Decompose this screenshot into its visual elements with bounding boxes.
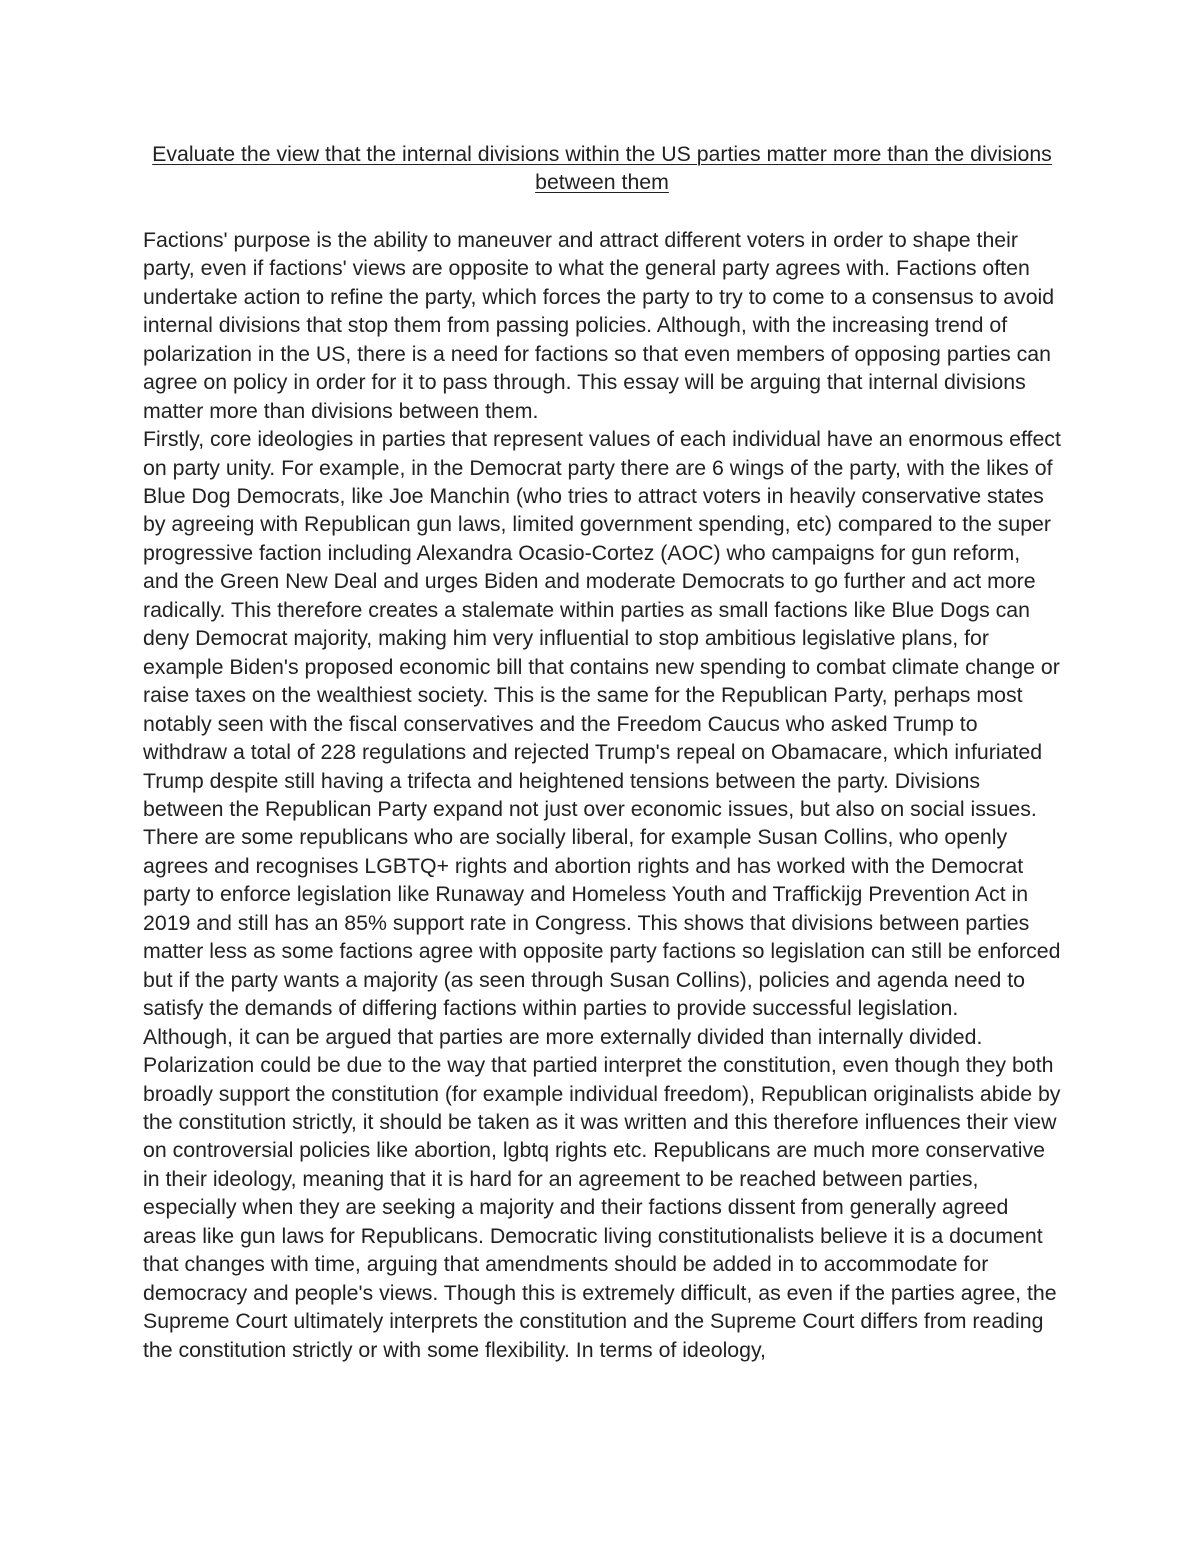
paragraph-external-divisions: Although, it can be argued that parties are more externally divided than internally divided. Polarization could be due to the way that partied interpret the constitution, even though they both broadly support the constitution (for example individual freedom), Republican originalists abide by the constitution strictly, it should be taken as it was written and this therefore influences their view on controversial policies like abortion, lgbtq rights etc. Republicans are much more conservative in their ideology, meaning that it is hard for an agreement to be reached between parties, especially when they are seeking a majority and their factions dissent from generally agreed areas like gun laws for Republicans. Democratic living constitutionalists believe it is a document that changes with time, arguing that amendments should be added in to accommodate for democracy and people's views. Though this is extremely difficult, as even if the parties agree, the Supreme Court ultimately interprets the constitution and the Supreme Court differs from reading the constitution strictly or with some flexibility. In terms of ideology, bbox=[143, 1024, 1061, 1362]
paragraph-introduction: Factions' purpose is the ability to maneuver and attract different voters in order to shape their party, even if factions' views are opposite to what the general party agrees with. Factions often undertake action to refine the party, which forces the party to try to come to a consensus to avoid internal divisions that stop them from passing policies. Although, with the increasing trend of polarization in the US, there is a need for factions so that even members of opposing parties can agree on policy in order for it to pass through. This essay will be arguing that internal divisions matter more than divisions between them. bbox=[143, 227, 1055, 423]
paragraph-internal-divisions: Firstly, core ideologies in parties that represent values of each individual have an enormous effect on party unity. For example, in the Democrat party there are 6 wings of the party, with the likes of Blue Dog Democrats, like Joe Manchin (who tries to attract voters in heavily conservative states by agreeing with Republican gun laws, limited government spending, etc) compared to the super progressive faction including Alexandra Ocasio-Cortez (AOC) who campaigns for gun reform, and the Green New Deal and urges Biden and moderate Democrats to go further and act more radically. This therefore creates a stalemate within parties as small factions like Blue Dogs can deny Democrat majority, making him very influential to stop ambitious legislative plans, for example Biden's proposed economic bill that contains new spending to combat climate change or raise taxes on the wealthiest society. This is the same for the Republican Party, perhaps most notably seen with the fiscal conservatives and the Freedom Caucus who asked Trump to withdraw a total of 228 regulations and rejected Trump's repeal on Obamacare, which infuriated Trump despite still having a trifecta and heightened tensions between the party. Divisions between the Republican Party expand not just over economic issues, but also on social issues. There are some republicans who are socially liberal, for example Susan Collins, who openly agrees and recognises LGBTQ+ rights and abortion rights and has worked with the Democrat party to enforce legislation like Runaway and Homeless Youth and Traffickijg Prevention Act in 2019 and still has an 85% support rate in Congress. This shows that divisions between parties matter less as some factions agree with opposite party factions so legislation can still be enforced but if the party wants a majority (as seen through Susan Collins), policies and agenda need to satisfy the demands of differing factions within parties to provide successful legislation. bbox=[143, 427, 1061, 1021]
document-title: Evaluate the view that the internal divisions within the US parties matter more than the divisions between them bbox=[152, 142, 1052, 195]
document-body bbox=[143, 140, 1061, 1364]
